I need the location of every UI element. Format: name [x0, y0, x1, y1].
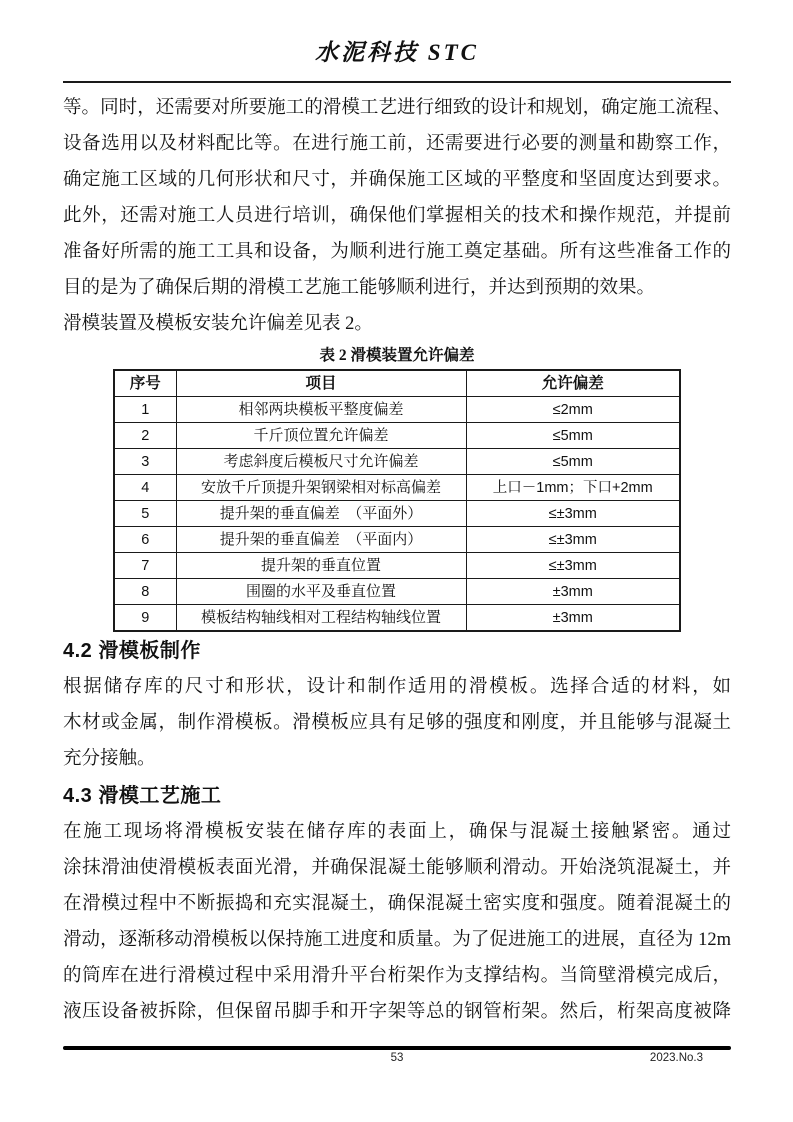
- cell-item: 模板结构轴线相对工程结构轴线位置: [176, 605, 466, 632]
- section-heading-4-2: 4.2 滑模板制作: [63, 640, 201, 662]
- cell-no: 7: [114, 553, 176, 579]
- footer-row: [63, 1050, 731, 1070]
- cell-no: 8: [114, 579, 176, 605]
- cell-item: 提升架的垂直偏差 （平面内）: [176, 527, 466, 553]
- cell-item: 千斤顶位置允许偏差: [176, 423, 466, 449]
- paragraph-4-2: [63, 669, 731, 777]
- cell-item: 提升架的垂直位置: [176, 553, 466, 579]
- col-header-item: 项目: [176, 370, 466, 397]
- table-row: [114, 527, 680, 553]
- cell-no: 4: [114, 475, 176, 501]
- section-heading-4-3: 4.3 滑模工艺施工: [63, 785, 222, 807]
- page-footer: [63, 1046, 731, 1070]
- cell-item: 相邻两块模板平整度偏差: [176, 397, 466, 423]
- table-row: [114, 475, 680, 501]
- cell-no: 3: [114, 449, 176, 475]
- cell-tolerance: ≤2mm: [466, 397, 680, 423]
- cell-no: 2: [114, 423, 176, 449]
- text-line: 充分接触。: [63, 749, 156, 769]
- text-line: 滑动，逐渐移动滑模板以保持施工进度和质量。为了促进施工的进展，直径为 12m: [63, 930, 731, 950]
- page-number: 53: [390, 1051, 404, 1064]
- cell-tolerance: ±3mm: [466, 579, 680, 605]
- text-line: 目的是为了确保后期的滑模工艺施工能够顺利进行，并达到预期的效果。: [63, 278, 656, 298]
- col-header-tolerance: 允许偏差: [466, 370, 680, 397]
- tolerance-table: [113, 369, 681, 632]
- text-line: 确定施工区域的几何形状和尺寸，并确保施工区域的平整度和坚固度达到要求。: [63, 170, 731, 190]
- text-line: 在施工现场将滑模板安装在储存库的表面上，确保与混凝土接触紧密。通过: [63, 822, 731, 842]
- table-row: [114, 605, 680, 632]
- text-line: 液压设备被拆除，但保留吊脚手和开字架等总的钢管桁架。然后，桁架高度被降: [63, 1002, 731, 1022]
- table-row: [114, 397, 680, 423]
- cell-no: 9: [114, 605, 176, 632]
- table-row: [114, 423, 680, 449]
- paragraph-intro: [63, 90, 731, 306]
- table-header-row: [114, 370, 680, 397]
- text-line: 涂抹滑油使滑模板表面光滑，并确保混凝土能够顺利滑动。开始浇筑混凝土，并: [63, 858, 731, 878]
- text-line: 此外，还需对施工人员进行培训，确保他们掌握相关的技术和操作规范，并提前: [63, 206, 731, 226]
- cell-item: 考虑斜度后模板尺寸允许偏差: [176, 449, 466, 475]
- table-row: [114, 501, 680, 527]
- table-row: [114, 553, 680, 579]
- paragraph-table-ref: [63, 306, 731, 342]
- table-caption: 表 2 滑模装置允许偏差: [319, 347, 475, 364]
- text-line: 木材或金属，制作滑模板。滑模板应具有足够的强度和刚度，并且能够与混凝土: [63, 713, 731, 733]
- cell-no: 1: [114, 397, 176, 423]
- table-row: [114, 449, 680, 475]
- col-header-no: 序号: [114, 370, 176, 397]
- cell-tolerance: ≤±3mm: [466, 553, 680, 579]
- cell-tolerance: ≤±3mm: [466, 527, 680, 553]
- cell-item: 提升架的垂直偏差 （平面外）: [176, 501, 466, 527]
- issue-number: 2023.No.3: [649, 1051, 703, 1064]
- text-line: 等。同时，还需要对所要施工的滑模工艺进行细致的设计和规划，确定施工流程、: [63, 98, 731, 118]
- text-line: 设备选用以及材料配比等。在进行施工前，还需要进行必要的测量和勘察工作，: [63, 134, 731, 154]
- text-line: 滑模装置及模板安装允许偏差见表 2。: [63, 314, 373, 334]
- journal-title: 水泥科技 STC: [315, 40, 479, 65]
- cell-tolerance: ≤±3mm: [466, 501, 680, 527]
- cell-no: 5: [114, 501, 176, 527]
- text-line: 在滑模过程中不断振捣和充实混凝土，确保混凝土密实度和强度。随着混凝土的: [63, 894, 731, 914]
- cell-item: 围圈的水平及垂直位置: [176, 579, 466, 605]
- cell-tolerance: ±3mm: [466, 605, 680, 632]
- paragraph-4-3: [63, 814, 731, 1030]
- cell-item: 安放千斤顶提升架钢梁相对标高偏差: [176, 475, 466, 501]
- cell-tolerance: ≤5mm: [466, 423, 680, 449]
- table-row: [114, 579, 680, 605]
- header-rule: [63, 81, 731, 83]
- text-line: 的筒库在进行滑模过程中采用滑升平台桁架作为支撑结构。当筒壁滑模完成后，: [63, 966, 731, 986]
- cell-tolerance: ≤5mm: [466, 449, 680, 475]
- cell-no: 6: [114, 527, 176, 553]
- text-line: 准备好所需的施工工具和设备，为顺利进行施工奠定基础。所有这些准备工作的: [63, 242, 731, 262]
- cell-tolerance: 上口－1mm；下口+2mm: [466, 475, 680, 501]
- text-line: 根据储存库的尺寸和形状，设计和制作适用的滑模板。选择合适的材料，如: [63, 677, 731, 697]
